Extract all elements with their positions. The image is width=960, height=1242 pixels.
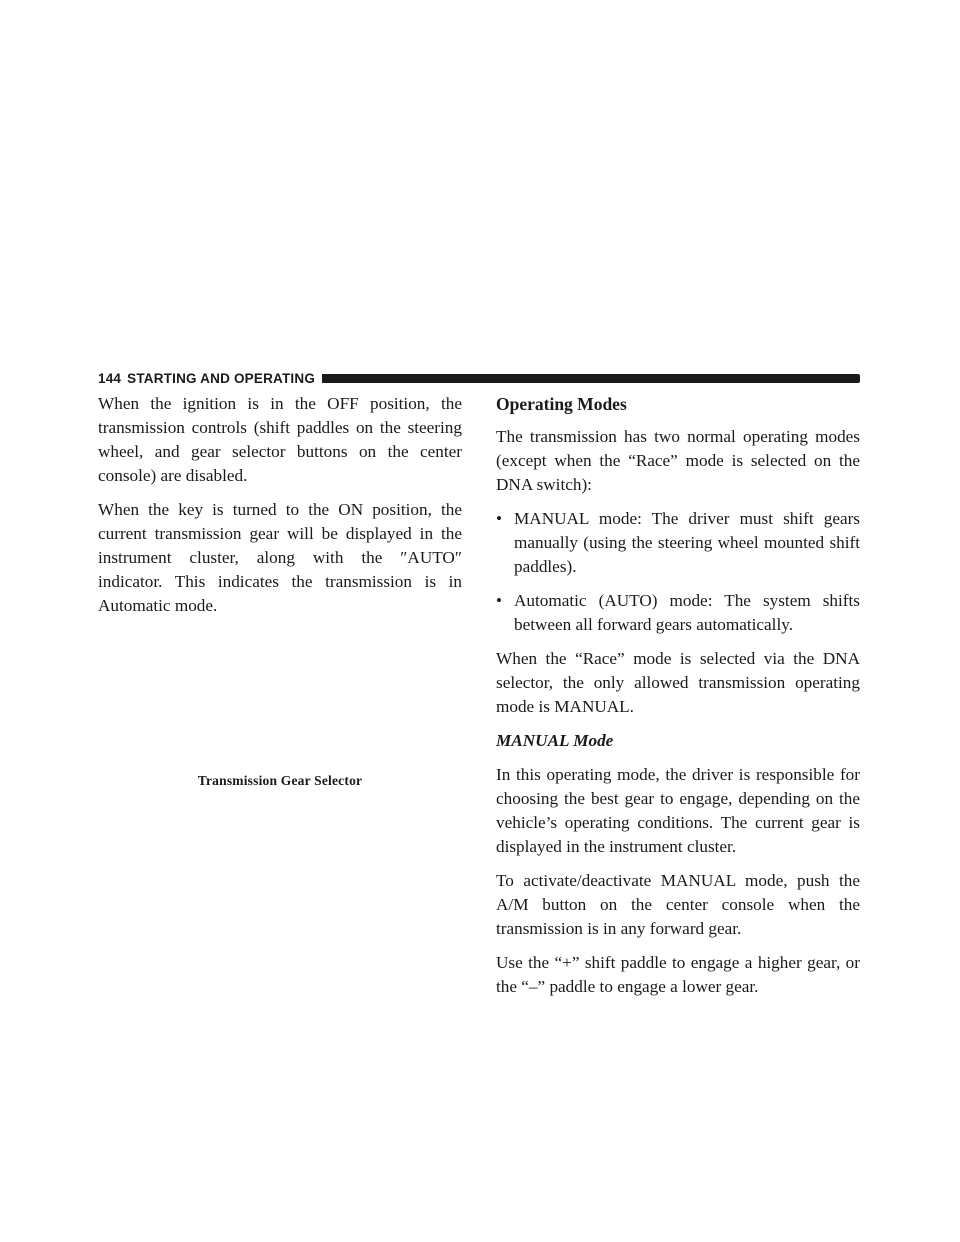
section-heading-operating-modes: Operating Modes (496, 394, 627, 414)
paragraph-race-mode: When the “Race” mode is selected via the DNA selector, the only allowed transmission operating mode is MANUAL. (496, 649, 860, 716)
header-rule (322, 374, 860, 383)
list-item (496, 589, 860, 637)
list-item (496, 507, 860, 579)
bullet-mark: • (496, 509, 503, 528)
bullet-text-manual: MANUAL mode: The driver must shift gears manually (using the steering wheel mounted shift paddles). (514, 509, 860, 576)
figure-placeholder (98, 540, 462, 768)
paragraph-shift-paddles: Use the “+” shift paddle to engage a higher gear, or the “–” paddle to engage a lower gear. (496, 953, 860, 996)
section-title: STARTING AND OPERATING (127, 370, 316, 386)
subheading-manual-mode: MANUAL Mode (496, 731, 614, 750)
bullet-list (496, 507, 860, 637)
paragraph-ignition-on: When the key is turned to the ON position, the current transmission gear will be displayed in the instrument cluster, along with the ″AUTO″ indicator. This indicates the transmission is in Automatic mode. (98, 500, 462, 615)
page-header (98, 368, 860, 388)
right-column (496, 392, 860, 1009)
paragraph-activate-manual: To activate/deactivate MANUAL mode, push the A/M button on the center console when the transmission is in any forward gear. (496, 871, 860, 938)
paragraph-ignition-off: When the ignition is in the OFF position, the transmission controls (shift paddles on the steering wheel, and gear selector buttons on the center console) are disabled. (98, 394, 462, 485)
paragraph-intro: The transmission has two normal operating modes (except when the “Race” mode is selected on the DNA switch): (496, 427, 860, 494)
figure-caption: Transmission Gear Selector (197, 773, 363, 788)
bullet-mark: • (496, 591, 503, 610)
bullet-text-auto: Automatic (AUTO) mode: The system shifts between all forward gears automatically. (514, 591, 860, 634)
paragraph-manual-description: In this operating mode, the driver is responsible for choosing the best gear to engage, depending on the vehicle’s operating conditions. The current gear is displayed in the instrument cluster. (496, 765, 860, 856)
page-number: 144 (98, 370, 122, 386)
